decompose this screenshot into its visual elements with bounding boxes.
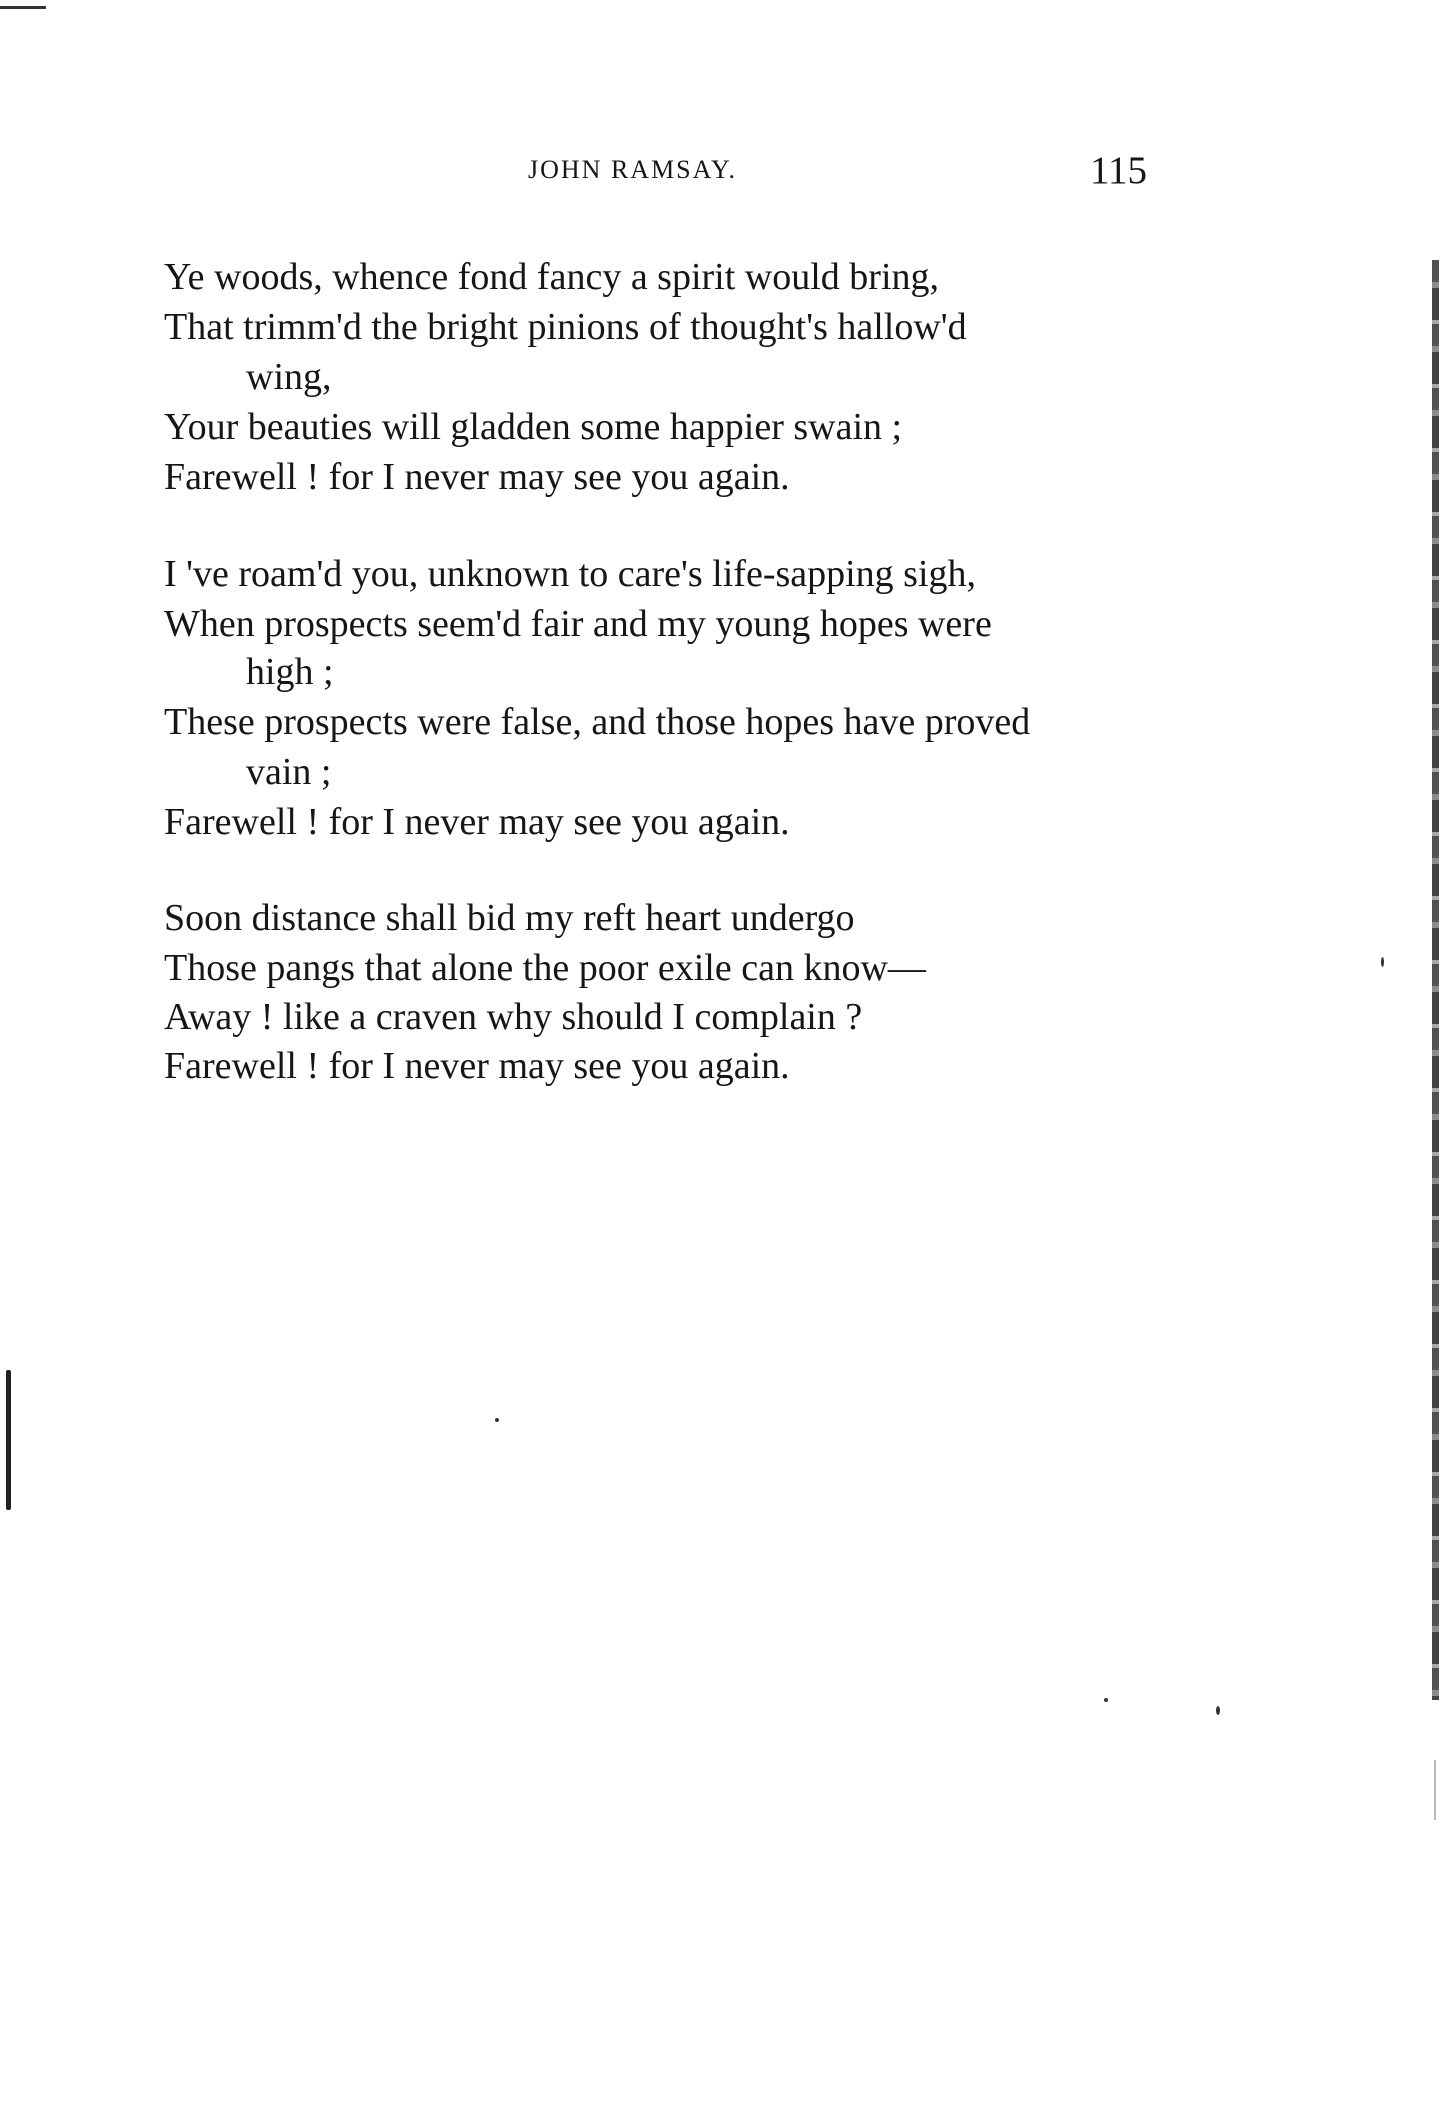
scan-edge-right <box>1432 260 1439 1700</box>
poem-line: These prospects were false, and those hopes have proved <box>164 701 1031 743</box>
scan-edge-left <box>6 1370 11 1510</box>
poem-line-continuation: wing, <box>246 356 332 398</box>
scan-edge-right-tail <box>1434 1760 1436 1820</box>
poem-line: I 've roam'd you, unknown to care's life-sapping sigh, <box>164 553 977 595</box>
poem-line: Farewell ! for I never may see you again. <box>164 1045 790 1087</box>
running-title: JOHN RAMSAY. <box>528 155 737 184</box>
scan-speck <box>1381 957 1384 967</box>
poem-line: That trimm'd the bright pinions of thought's hallow'd <box>164 306 967 348</box>
poem-line: Soon distance shall bid my reft heart undergo <box>164 897 855 939</box>
poem-line-continuation: vain ; <box>246 751 332 793</box>
poem-line: When prospects seem'd fair and my young hopes were <box>164 603 992 645</box>
poem-line: Away ! like a craven why should I complain ? <box>164 996 863 1038</box>
poem-line: Farewell ! for I never may see you again. <box>164 456 790 498</box>
scan-speck <box>1104 1698 1108 1702</box>
poem-line: Farewell ! for I never may see you again. <box>164 801 790 843</box>
page-number: 115 <box>1090 149 1148 192</box>
scan-mark <box>0 6 46 9</box>
scan-speck <box>1216 1706 1220 1715</box>
scan-speck <box>495 1418 499 1422</box>
poem-line-continuation: high ; <box>246 651 334 693</box>
poem-line: Ye woods, whence fond fancy a spirit would bring, <box>164 256 940 298</box>
poem-line: Those pangs that alone the poor exile can know— <box>164 947 926 989</box>
poem-line: Your beauties will gladden some happier swain ; <box>164 406 903 448</box>
